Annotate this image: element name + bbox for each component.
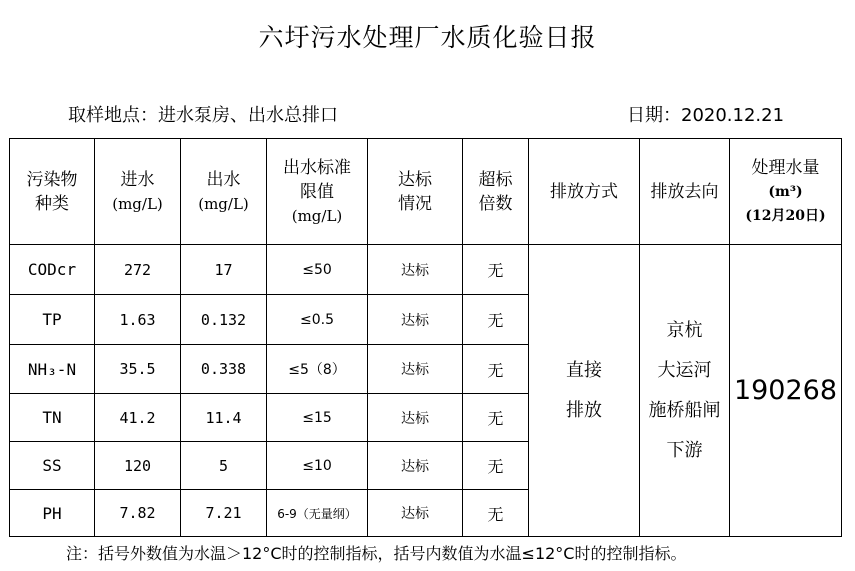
cell-outflow: 5 <box>181 442 267 490</box>
cell-inflow: 35.5 <box>95 345 181 394</box>
cell-outflow: 0.132 <box>181 295 267 345</box>
cell-pollutant: NH₃-N <box>10 345 95 394</box>
cell-status: 达标 <box>368 345 463 394</box>
cell-pollutant: PH <box>10 490 95 537</box>
report-title: 六圩污水处理厂水质化验日报 <box>258 23 597 52</box>
header-volume-line1: 处理水量 <box>751 157 820 178</box>
cell-outflow: 7.21 <box>181 490 267 537</box>
cell-limit: ≤50 <box>267 245 368 295</box>
cell-inflow: 1.63 <box>95 295 181 345</box>
header-outflow-unit: (mg/L) <box>198 194 249 213</box>
header-outflow-line1: 出水 <box>206 169 241 190</box>
header-exceed <box>463 139 529 245</box>
cell-outflow: 0.338 <box>181 345 267 394</box>
cell-inflow: 7.82 <box>95 490 181 537</box>
header-limit-line1: 出水标准 <box>283 157 351 178</box>
cell-pollutant: TP <box>10 295 95 345</box>
cell-treated-volume: 190268 <box>730 245 842 537</box>
cell-outflow: 11.4 <box>181 394 267 442</box>
header-method: 排放方式 <box>529 139 640 245</box>
cell-outflow: 17 <box>181 245 267 295</box>
footnote: 注：括号外数值为水温＞12°C时的控制指标，括号内数值为水温≤12°C时的控制指标。 <box>66 544 687 563</box>
header-inflow-line1: 进水 <box>120 169 155 190</box>
destination-line4: 下游 <box>666 439 703 461</box>
header-exceed-line1: 超标 <box>478 169 513 190</box>
cell-exceed: 无 <box>463 295 529 345</box>
cell-exceed: 无 <box>463 345 529 394</box>
cell-limit: ≤10 <box>267 442 368 490</box>
method-line2: 排放 <box>566 399 602 421</box>
cell-limit: 6-9（无量纲） <box>267 490 368 537</box>
destination-line1: 京杭 <box>666 319 703 341</box>
cell-exceed: 无 <box>463 394 529 442</box>
cell-pollutant: SS <box>10 442 95 490</box>
method-line1: 直接 <box>566 359 602 381</box>
cell-exceed: 无 <box>463 442 529 490</box>
header-limit <box>267 139 368 245</box>
header-status-line2: 情况 <box>398 193 432 214</box>
header-pollutant <box>10 139 95 245</box>
cell-status: 达标 <box>368 490 463 537</box>
cell-status: 达标 <box>368 245 463 295</box>
cell-limit: ≤5（8） <box>267 345 368 394</box>
cell-status: 达标 <box>368 295 463 345</box>
cell-inflow: 272 <box>95 245 181 295</box>
header-limit-unit: (mg/L) <box>291 206 343 225</box>
report-date: 日期：2020.12.21 <box>627 105 785 126</box>
table-row <box>10 245 842 295</box>
header-volume-date: (12月20日) <box>745 207 826 224</box>
header-status <box>368 139 463 245</box>
destination-line2: 大运河 <box>657 359 712 381</box>
header-outflow <box>181 139 267 245</box>
cell-pollutant: CODcr <box>10 245 95 295</box>
header-volume <box>730 139 842 245</box>
water-quality-table <box>9 138 842 537</box>
cell-status: 达标 <box>368 394 463 442</box>
header-inflow <box>95 139 181 245</box>
header-pollutant-line2: 种类 <box>35 193 69 214</box>
header-limit-line2: 限值 <box>300 181 334 202</box>
header-pollutant-line1: 污染物 <box>26 169 78 190</box>
cell-limit: ≤0.5 <box>267 295 368 345</box>
header-inflow-unit: (mg/L) <box>112 194 163 213</box>
cell-status: 达标 <box>368 442 463 490</box>
cell-discharge-method <box>529 245 640 537</box>
cell-inflow: 41.2 <box>95 394 181 442</box>
cell-exceed: 无 <box>463 245 529 295</box>
destination-line3: 施桥船闸 <box>648 399 721 421</box>
cell-pollutant: TN <box>10 394 95 442</box>
header-destination: 排放去向 <box>640 139 730 245</box>
cell-limit: ≤15 <box>267 394 368 442</box>
header-volume-unit: (m³) <box>768 183 803 200</box>
cell-inflow: 120 <box>95 442 181 490</box>
sampling-location: 取样地点：进水泵房、出水总排口 <box>68 105 338 126</box>
cell-exceed: 无 <box>463 490 529 537</box>
header-exceed-line2: 倍数 <box>478 193 513 214</box>
header-status-line1: 达标 <box>398 169 432 190</box>
header-row <box>10 139 842 245</box>
cell-discharge-destination <box>640 245 730 537</box>
